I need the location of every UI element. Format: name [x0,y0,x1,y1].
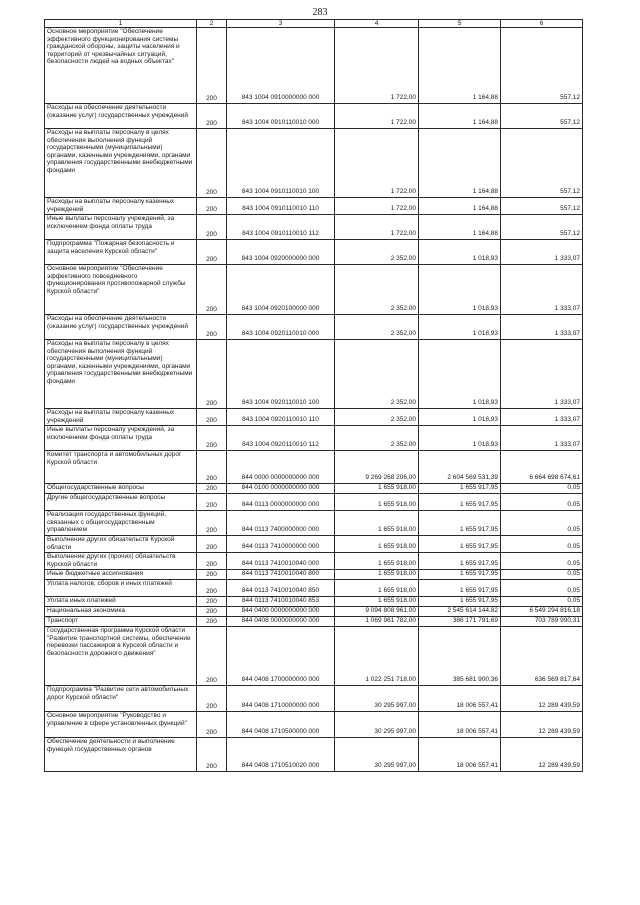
row-col2: 200 [197,215,227,240]
row-value-6: 0,05 [501,484,583,494]
row-name: Обеспечение деятельности и выполнение функций государственных органов [45,738,197,772]
row-value-5: 386 171 791,69 [419,617,501,627]
row-name: Расходы на выплаты персоналу казенных учреждений [45,198,197,215]
row-col2: 200 [197,409,227,426]
row-code: 844 0113 0000000000 000 [227,494,335,511]
row-value-4: 30 295 997,00 [335,738,419,772]
row-value-4: 1 722,00 [335,215,419,240]
table-row [45,340,583,409]
row-value-4: 1 655 918,00 [335,484,419,494]
row-name: Другие общегосударственные вопросы [45,494,197,511]
row-value-6: 12 289 439,59 [501,738,583,772]
row-value-4: 1 722,00 [335,104,419,129]
row-name: Основное мероприятие "Обеспечение эффективного повседневного функционирования противопожарной службы Курской области" [45,265,197,315]
row-col2: 200 [197,198,227,215]
row-value-6: 703 789 990,31 [501,617,583,627]
table-header-row [45,20,583,28]
table-row [45,28,583,104]
row-value-5: 1 655 917,95 [419,570,501,580]
row-code: 844 0408 1710510020 000 [227,738,335,772]
row-value-6: 12 289 439,59 [501,712,583,738]
row-code: 844 0113 7410010040 850 [227,580,335,597]
row-col2: 200 [197,607,227,617]
table-row [45,484,583,494]
row-name: Расходы на выплаты персоналу казенных учреждений [45,409,197,426]
row-value-6: 1 333,07 [501,409,583,426]
row-col2: 200 [197,451,227,484]
row-value-4: 1 069 961 782,00 [335,617,419,627]
budget-table [44,19,583,772]
row-name: Выполнение других (прочих) обязательств Курской области [45,553,197,570]
row-col2: 200 [197,28,227,104]
row-name: Иные выплаты персоналу учреждений, за исключением фонда оплаты труда [45,426,197,451]
row-name: Подпрограмма "Пожарная безопасность и защита населения Курской области" [45,240,197,265]
row-col2: 200 [197,580,227,597]
row-name: Расходы на выплаты персоналу в целях обеспечения выполнения функций государственными (муниципальными) органами, казенными учреждениями, органами управления государственными внебюджетными фондами [45,340,197,409]
row-value-5: 1 655 917,95 [419,553,501,570]
table-row [45,712,583,738]
row-code: 844 0113 7410010040 853 [227,597,335,607]
row-value-4: 1 655 918,00 [335,597,419,607]
row-col2: 200 [197,104,227,129]
row-col2: 200 [197,494,227,511]
row-value-6: 0,05 [501,553,583,570]
row-value-6: 636 569 817,64 [501,627,583,686]
row-value-6: 1 333,07 [501,240,583,265]
header-col-4: 4 [335,20,419,28]
row-value-5: 18 006 557,41 [419,738,501,772]
row-value-5: 2 545 614 144,82 [419,607,501,617]
row-value-6: 557,12 [501,198,583,215]
row-value-6: 0,05 [501,580,583,597]
table-row [45,240,583,265]
row-value-5: 1 655 917,95 [419,580,501,597]
row-code: 843 1004 0920110010 000 [227,315,335,340]
row-value-6: 557,12 [501,129,583,198]
row-code: 843 1004 0920000000 000 [227,240,335,265]
table-row [45,686,583,712]
row-code: 844 0100 0000000000 000 [227,484,335,494]
row-code: 843 1004 0910110010 100 [227,129,335,198]
row-value-6: 0,05 [501,597,583,607]
row-code: 844 0408 1700000000 000 [227,627,335,686]
row-value-4: 1 722,00 [335,198,419,215]
row-name: Общегосударственные вопросы [45,484,197,494]
row-value-5: 1 655 917,95 [419,597,501,607]
row-name: Уплата иных платежей [45,597,197,607]
table-row [45,129,583,198]
row-col2: 200 [197,617,227,627]
row-col2: 200 [197,315,227,340]
row-value-4: 1 655 918,00 [335,511,419,536]
row-value-5: 1 018,93 [419,426,501,451]
row-value-6: 557,12 [501,28,583,104]
row-code: 844 0000 0000000000 000 [227,451,335,484]
table-row [45,738,583,772]
row-col2: 200 [197,129,227,198]
row-col2: 200 [197,712,227,738]
row-col2: 200 [197,597,227,607]
row-value-6: 12 289 439,59 [501,686,583,712]
row-value-4: 1 655 918,00 [335,494,419,511]
row-value-5: 1 164,88 [419,215,501,240]
header-col-6: 6 [501,20,583,28]
row-value-5: 1 655 917,95 [419,484,501,494]
row-col2: 200 [197,240,227,265]
row-name: Основное мероприятие "Обеспечение эффективного функционирования системы гражданской обороны, защиты населения и территорий от чрезвычайных ситуаций, безопасности людей на водных объектах" [45,28,197,104]
row-col2: 200 [197,553,227,570]
row-col2: 200 [197,340,227,409]
row-value-5: 1 018,93 [419,265,501,315]
row-value-6: 0,05 [501,536,583,553]
table-row [45,536,583,553]
row-code: 844 0408 1710500000 000 [227,712,335,738]
row-code: 843 1004 0910000000 000 [227,28,335,104]
row-value-6: 6 664 698 674,61 [501,451,583,484]
row-value-5: 1 018,93 [419,409,501,426]
table-row [45,215,583,240]
table-row [45,617,583,627]
table-row [45,265,583,315]
row-col2: 200 [197,536,227,553]
row-name: Комитет транспорта и автомобильных дорог Курской области [45,451,197,484]
row-code: 844 0400 0000000000 000 [227,607,335,617]
row-value-4: 9 269 268 206,00 [335,451,419,484]
row-value-4: 1 655 918,00 [335,580,419,597]
row-value-5: 1 655 917,95 [419,494,501,511]
row-value-4: 2 352,00 [335,315,419,340]
table-row [45,198,583,215]
table-row [45,511,583,536]
row-value-4: 2 352,00 [335,265,419,315]
row-col2: 200 [197,511,227,536]
row-name: Подпрограмма "Развитие сети автомобильных дорог Курской области" [45,686,197,712]
row-value-5: 1 164,88 [419,198,501,215]
row-col2: 200 [197,627,227,686]
header-col-5: 5 [419,20,501,28]
row-value-4: 1 655 918,00 [335,553,419,570]
table-row [45,580,583,597]
row-value-6: 1 333,07 [501,340,583,409]
row-value-4: 1 655 918,00 [335,570,419,580]
row-name: Основное мероприятие "Руководство и управление в сфере установленных функций" [45,712,197,738]
row-value-4: 30 295 997,00 [335,712,419,738]
table-row [45,570,583,580]
row-name: Иные бюджетные ассигнования [45,570,197,580]
row-value-5: 1 018,93 [419,240,501,265]
row-value-5: 18 006 557,41 [419,712,501,738]
row-name: Транспорт [45,617,197,627]
table-row [45,451,583,484]
row-value-4: 2 352,00 [335,426,419,451]
header-col-3: 3 [227,20,335,28]
row-value-4: 30 295 997,00 [335,686,419,712]
row-name: Иные выплаты персоналу учреждений, за исключением фонда оплаты труда [45,215,197,240]
row-name: Расходы на обеспечение деятельности (оказание услуг) государственных учреждений [45,315,197,340]
row-value-6: 0,05 [501,494,583,511]
row-value-6: 6 549 294 816,18 [501,607,583,617]
row-col2: 200 [197,484,227,494]
row-name: Реализация государственных функций, связанных с общегосударственным управлением [45,511,197,536]
row-value-5: 1 164,88 [419,28,501,104]
row-name: Выполнение других обязательств Курской области [45,536,197,553]
page-number: 283 [312,7,328,18]
row-value-5: 385 681 900,36 [419,627,501,686]
row-value-6: 0,05 [501,511,583,536]
row-code: 844 0113 7410010040 000 [227,553,335,570]
row-code: 843 1004 0920100000 000 [227,265,335,315]
row-value-4: 1 722,00 [335,28,419,104]
row-value-4: 1 022 251 718,00 [335,627,419,686]
row-code: 844 0113 7410000000 000 [227,536,335,553]
row-value-5: 1 655 917,95 [419,536,501,553]
row-value-4: 1 722,00 [335,129,419,198]
row-value-4: 2 352,00 [335,240,419,265]
row-col2: 200 [197,570,227,580]
table-row [45,607,583,617]
row-value-5: 1 655 917,95 [419,511,501,536]
row-name: Расходы на обеспечение деятельности (оказание услуг) государственных учреждений [45,104,197,129]
row-code: 844 0113 7400000000 000 [227,511,335,536]
row-value-5: 18 006 557,41 [419,686,501,712]
row-value-6: 1 333,07 [501,315,583,340]
row-value-6: 1 333,07 [501,265,583,315]
row-value-4: 1 655 918,00 [335,536,419,553]
row-value-5: 1 164,88 [419,104,501,129]
row-value-5: 1 164,88 [419,129,501,198]
row-col2: 200 [197,265,227,315]
row-name: Государственная программа Курской области "Развитие транспортной системы, обеспечение перевозки пассажиров в Курской области и безопасности дорожного движения" [45,627,197,686]
row-code: 844 0408 0000000000 000 [227,617,335,627]
header-col-1: 1 [45,20,197,28]
row-value-5: 1 018,93 [419,315,501,340]
row-col2: 200 [197,686,227,712]
row-value-4: 2 352,00 [335,340,419,409]
table-row [45,627,583,686]
table-row [45,409,583,426]
row-code: 843 1004 0920110010 112 [227,426,335,451]
table-row [45,597,583,607]
row-value-6: 0,05 [501,570,583,580]
row-code: 843 1004 0920110010 100 [227,340,335,409]
table-body [45,28,583,772]
row-code: 843 1004 0910110010 000 [227,104,335,129]
row-value-6: 557,12 [501,104,583,129]
row-name: Расходы на выплаты персоналу в целях обеспечения выполнения функций государственными (муниципальными) органами, казенными учреждениями, органами управления государственными внебюджетными фондами [45,129,197,198]
table-row [45,315,583,340]
row-col2: 200 [197,738,227,772]
row-value-6: 557,12 [501,215,583,240]
table-row [45,494,583,511]
header-col-2: 2 [197,20,227,28]
row-col2: 200 [197,426,227,451]
table-row [45,426,583,451]
row-code: 843 1004 0920110010 110 [227,409,335,426]
row-code: 843 1004 0910110010 110 [227,198,335,215]
table-row [45,553,583,570]
table-row [45,104,583,129]
row-value-4: 2 352,00 [335,409,419,426]
row-value-5: 2 604 569 531,39 [419,451,501,484]
row-value-5: 1 018,93 [419,340,501,409]
row-code: 844 0113 7410010040 800 [227,570,335,580]
row-value-4: 9 094 808 961,00 [335,607,419,617]
row-name: Уплата налогов, сборов и иных платежей [45,580,197,597]
row-code: 843 1004 0910110010 112 [227,215,335,240]
row-code: 844 0408 1710000000 000 [227,686,335,712]
row-name: Национальная экономика [45,607,197,617]
row-value-6: 1 333,07 [501,426,583,451]
